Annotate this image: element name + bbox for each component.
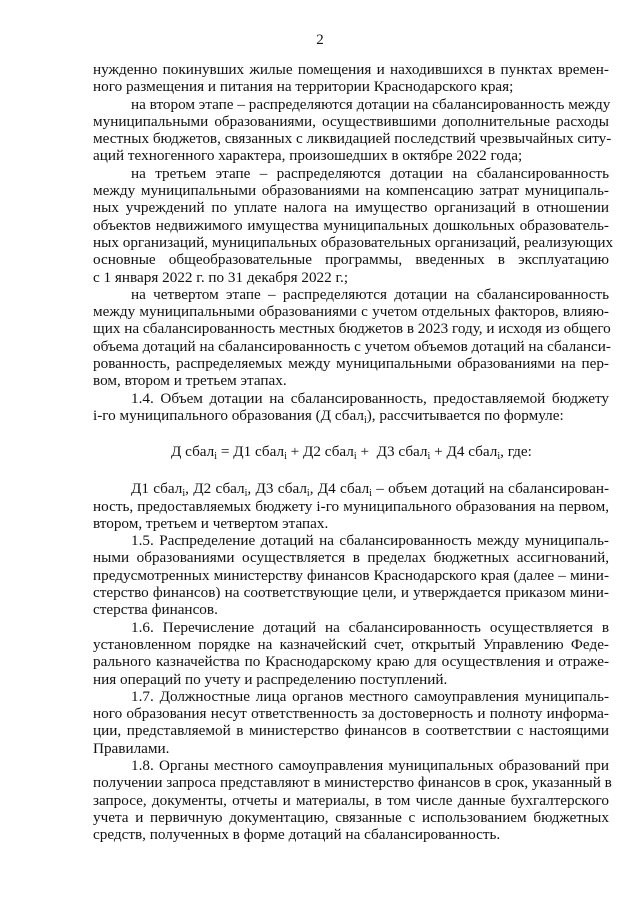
legend-sep: , — [247, 480, 256, 498]
legend-sep: , — [309, 480, 318, 498]
subscript-i: i — [182, 488, 186, 500]
text-line: аций техногенного характера, произошедших в октябре 2022 года; — [93, 147, 523, 165]
text-line: ного образования несут ответственность за достоверность и полноту информа- — [93, 705, 609, 723]
subscript-i: i — [369, 488, 372, 500]
text-line: средств, полученных в форме дотаций на сбалансированность. — [93, 826, 501, 844]
formula-term: Д3 сбал — [376, 443, 428, 461]
subscript-i: i — [306, 488, 310, 500]
text-line: получении запроса представляют в министерство финансов в срок, указанный в — [93, 774, 612, 792]
legend-rest: – объем дотаций на сбалансирован- — [371, 480, 610, 498]
text-line: ния операций по учету и распределению поступлений. — [93, 670, 448, 688]
text-line: муниципальными образованиями, осуществившими дополнительные расходы — [93, 112, 609, 130]
text-line: ность, предоставляемых бюджету i-го муниципального образования на первом, — [93, 497, 609, 515]
text-line: рального казначейства по Краснодарскому краю для осуществления и отраже- — [93, 653, 609, 671]
formula-term: Д сбал — [171, 443, 215, 461]
formula-term: Д4 сбал — [446, 443, 498, 461]
text-line: Правилами. — [93, 739, 170, 757]
legend-term: Д1 сбал — [131, 480, 183, 498]
text-line: 1.4. Объем дотации на сбалансированность, предоставляемой бюджету — [131, 389, 609, 407]
text-line: местных бюджетов, связанных с ликвидацией последствий чрезвычайных ситу- — [93, 130, 612, 148]
document-body — [93, 61, 614, 844]
text-line-with-subscript — [93, 480, 610, 500]
subscript-i: i — [497, 451, 501, 463]
text-line: рованность, распределяемых между муниципальными образованиями на пер- — [93, 355, 609, 373]
subscript-i: i — [427, 451, 431, 463]
text-line: на втором этапе – распределяются дотации на сбалансированность между — [131, 95, 611, 113]
text-line: между муниципальными образованиями на компенсацию затрат муниципаль- — [93, 182, 609, 200]
text-line: на третьем этапе – распределяются дотации на сбалансированность — [131, 164, 609, 182]
text-line: ного размещения и питания на территории Краснодарского края; — [93, 78, 514, 96]
text-line: 1.5. Распределение дотаций на сбалансированность между муниципаль- — [131, 532, 609, 550]
text-line: между муниципальными образованиями с учетом отдельных факторов, влияю- — [93, 303, 609, 321]
text-line: на четвертом этапе – распределяются дотации на сбалансированность — [131, 285, 609, 303]
text-line-with-subscript — [93, 407, 609, 424]
text-line: ных учреждений по уплате налога на имущество организаций в отношении — [93, 199, 609, 217]
text-line: объектов недвижимого имущества муниципальных дошкольных образователь- — [93, 216, 609, 234]
text-line: щих на сбалансированность местных бюджетов в 2023 году, и исходя из общего — [93, 320, 611, 338]
text-line: запросе, документы, отчеты и материалы, в том числе данные бухгалтерского — [93, 791, 609, 809]
subscript-i: i — [353, 451, 357, 463]
text-line: стерство финансов) на соответствующие цели, и утверждается приказом мини- — [93, 584, 609, 602]
text-line: ции, представляемой в министерство финансов в соответствии с настоящими — [93, 722, 609, 740]
formula-plus: + — [356, 443, 377, 461]
subscript-i: i — [363, 414, 367, 426]
text-line: учета и первичную документацию, связанные с использованием бюджетных — [93, 808, 609, 826]
formula-term: Д2 сбал — [303, 443, 354, 461]
text-line: установленном порядке на казначейский счет, открытый Управлению Феде- — [93, 635, 609, 653]
text-line: нужденно покинувших жилые помещения и находившихся в пунктах времен- — [93, 61, 609, 78]
text-line: 1.6. Перечисление дотаций на сбалансированность осуществляется в — [131, 618, 609, 636]
formula-tail: , где: — [500, 443, 532, 461]
legend-term: Д2 сбал — [193, 480, 245, 498]
text-line: ными образованиями осуществляется в пределах бюджетных ассигнований, — [93, 549, 609, 567]
text-line: с 1 января 2022 г. по 31 декабря 2022 г.; — [93, 268, 349, 286]
text-line: объема дотаций на сбалансированность с учетом объемов дотаций на сбаланси- — [93, 337, 611, 355]
text-fragment: i-го муниципального образования (Д сбал — [93, 406, 364, 424]
text-line: стерства финансов. — [93, 601, 218, 619]
formula — [93, 443, 609, 461]
text-line: втором, третьем и четвертом этапах. — [93, 514, 329, 532]
text-line: предусмотренных министерству финансов Краснодарского края (далее – мини- — [93, 566, 609, 584]
text-line: основные общеобразовательные программы, введенных в эксплуатацию — [93, 251, 609, 269]
formula-equals: = — [217, 443, 234, 461]
text-line: 1.7. Должностные лица органов местного самоуправления муниципаль- — [131, 687, 609, 705]
text-fragment: ), рассчитывается по формуле: — [366, 406, 564, 424]
subscript-i: i — [284, 451, 287, 463]
text-line: ных организаций, муниципальных образовательных организаций, реализующих — [93, 233, 614, 251]
subscript-i: i — [214, 451, 218, 463]
text-line: вом, втором и третьем этапах. — [93, 372, 287, 390]
legend-sep: , — [185, 480, 194, 498]
text-line: 1.8. Органы местного самоуправления муниципальных образований при — [131, 756, 609, 774]
legend-term: Д3 сбал — [255, 480, 307, 498]
page-number: 2 — [316, 32, 324, 48]
legend-term: Д4 сбал — [317, 480, 370, 498]
formula-term: Д1 сбал — [233, 443, 285, 461]
subscript-i: i — [244, 488, 248, 500]
formula-plus: + — [430, 443, 447, 461]
formula-plus: + — [286, 443, 304, 461]
